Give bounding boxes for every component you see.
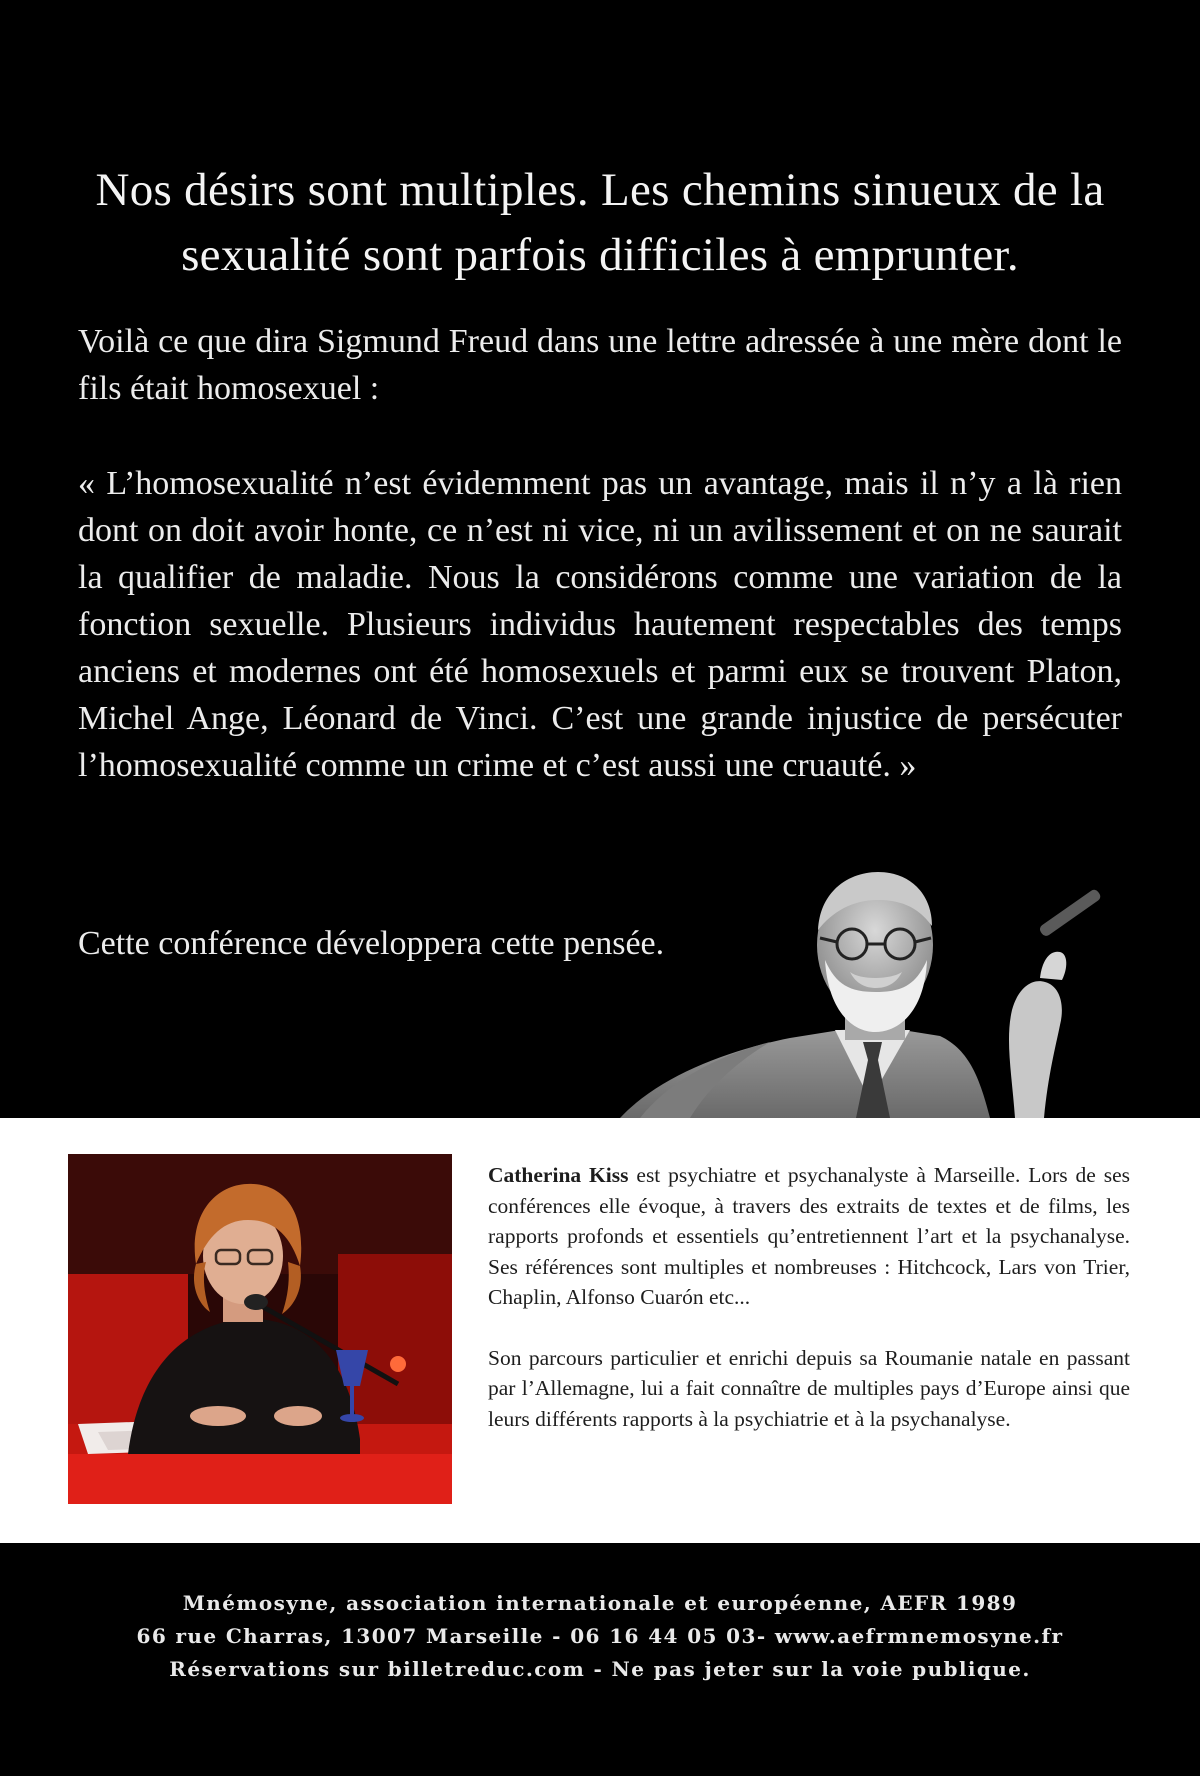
footer-association: Mnémosyne, association internationale et européenne, AEFR 1989 [182,1591,1018,1615]
closing-paragraph: Cette conférence développera cette pensée. [78,925,665,962]
speaker-section [0,1118,1200,1543]
footer-contact: 66 rue Charras, 13007 Marseille - 06 16 44 05 03- www.aefrmnemosyne.fr [136,1624,1064,1648]
speaker-photo [68,1154,452,1504]
footer [0,1543,1200,1776]
footer-lines [0,1587,1200,1686]
speaker-name: Catherina Kiss [488,1163,629,1187]
bio-paragraph-2: Son parcours particulier et enrichi depuis sa Roumanie natale en passant par l’Allemagne, lui a fait connaître de multiples pays d’Europe ainsi que leurs différents rapports à la psychiatrie et à la psychanalyse. [488,1345,1130,1431]
speaker-bio [488,1160,1130,1464]
headline: Nos désirs sont multiples. Les chemins sinueux de la sexualité sont parfois difficiles à emprunter. [95,164,1105,281]
bio-paragraph-1-text: est psychiatre et psychanalyste à Marseille. Lors de ses conférences elle évoque, à travers des extraits de textes et de films, les rapports profonds et essentiels qu’entretiennent l’art et la psychanalyse. Ses références sont multiples et nombreuses : Hitchcock, Lars von Trier, Chaplin, Alfonso Cuarón etc... [488,1163,1130,1309]
bio-paragraph-1 [488,1160,1130,1313]
intro-paragraph: Voilà ce que dira Sigmund Freud dans une lettre adressée à une mère dont le fils était homosexuel : [78,323,1122,407]
footer-reservations: Réservations sur billetreduc.com - Ne pas jeter sur la voie publique. [169,1657,1031,1681]
freud-quote: « L’homosexualité n’est évidemment pas un avantage, mais il n’y a là rien dont on doit avoir honte, ce n’est ni vice, ni un avilissement et on ne saurait la qualifier de maladie. Nous la considérons comme une variation de la fonction sexuelle. Plusieurs individus hautement respectables des temps anciens et modernes ont été homosexuels et parmi eux se trouvent Platon, Michel Ange, Léonard de Vinci. C’est une grande injustice de persécuter l’homosexualité comme un crime et c’est aussi une cruauté. » [78,465,1122,784]
freud-portrait [620,860,1200,1118]
